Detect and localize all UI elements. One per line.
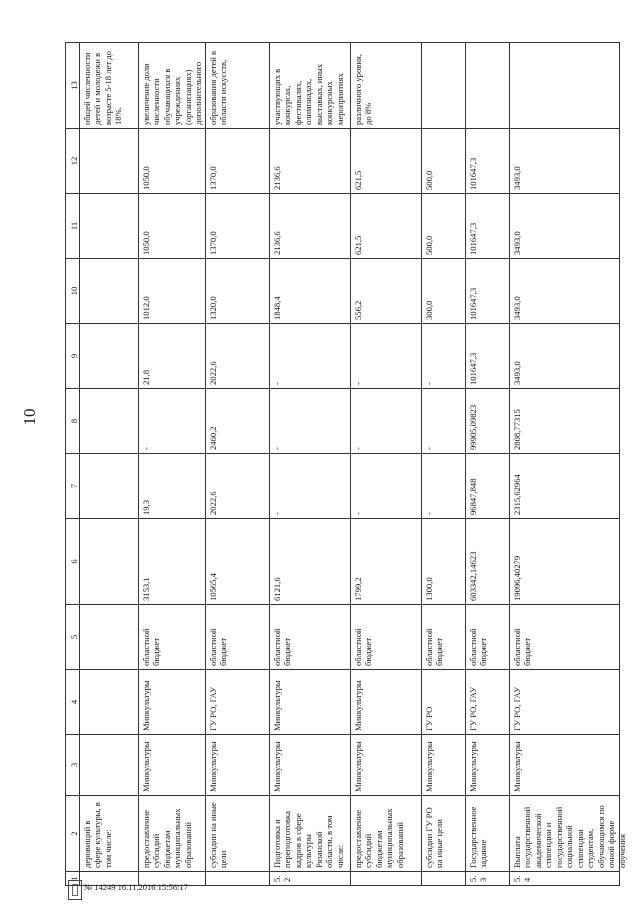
cell-text: 1012,0 — [141, 296, 151, 320]
cell-text: 99905,09823 — [468, 404, 478, 450]
table-cell — [80, 259, 139, 324]
cell-text: Минкультуры — [424, 741, 434, 792]
table-cell — [139, 735, 206, 796]
table-cell — [422, 259, 466, 324]
cell-text: Подготовка и переподготовка кадров в сфере культуры Рязанской области, в том числе: — [272, 811, 345, 868]
table-cell — [466, 605, 510, 670]
table-cell — [206, 519, 270, 605]
cell-text: - — [424, 382, 434, 385]
cell-text: Минкультуры — [208, 741, 218, 792]
table-cell — [206, 43, 270, 129]
cell-text — [466, 43, 510, 128]
table-cell — [351, 43, 422, 129]
cell-text: Минкультуры — [272, 741, 282, 792]
table-cell — [139, 796, 206, 872]
cell-text: 500,0 — [424, 170, 434, 190]
table-cell — [466, 259, 510, 324]
cell-text: 1300,0 — [424, 577, 434, 601]
table-cell — [139, 454, 206, 519]
cell-text: 1848,4 — [272, 296, 282, 320]
cell-text: 5.3 — [468, 875, 489, 882]
table-cell — [422, 194, 466, 259]
cell-text: областной бюджет — [208, 628, 229, 666]
cell-text: областной бюджет — [272, 628, 293, 666]
column-number-cell — [66, 194, 80, 259]
table-cell — [80, 454, 139, 519]
cell-text: образования детей в области искусств, — [208, 50, 229, 125]
cell-text: деровищий в сфере культуры, в том числе: — [82, 802, 113, 868]
cell-text — [206, 872, 270, 885]
cell-text: ГУ РО, ГАУ — [512, 686, 522, 731]
cell-text — [80, 324, 139, 388]
cell-text: 3153,1 — [141, 577, 151, 601]
table-cell — [466, 872, 510, 886]
column-number: 8 — [69, 418, 79, 424]
table-cell — [270, 605, 351, 670]
column-number: 1 — [69, 876, 79, 881]
table-cell — [206, 324, 270, 389]
table-cell — [270, 129, 351, 194]
table-cell — [206, 670, 270, 735]
table-cell — [351, 129, 422, 194]
cell-text: 1050,0 — [141, 231, 151, 255]
table-row — [66, 454, 620, 519]
cell-text: - — [353, 447, 363, 450]
table-cell — [80, 670, 139, 735]
column-number-cell — [66, 389, 80, 454]
table-cell — [422, 43, 466, 129]
cell-text: 1370,0 — [208, 231, 218, 255]
budget-table — [65, 42, 627, 886]
table-cell — [139, 389, 206, 454]
column-number: 11 — [69, 221, 79, 231]
cell-text: ГУ РО — [424, 706, 434, 731]
cell-text: 2136,6 — [272, 166, 282, 190]
table-cell — [351, 324, 422, 389]
cell-text: общей численности детей и молодежи в возрасте 5-18 лет до 18%. — [82, 51, 124, 125]
table-cell — [270, 796, 351, 872]
table-cell — [351, 735, 422, 796]
column-number: 6 — [69, 559, 79, 564]
table-row — [66, 670, 620, 735]
cell-text: 5.2 — [272, 875, 293, 882]
table-cell — [466, 194, 510, 259]
table-cell — [510, 519, 620, 605]
table-cell — [80, 324, 139, 389]
cell-text — [422, 43, 466, 128]
cell-text: Минкультуры — [512, 741, 522, 792]
cell-text — [351, 872, 422, 885]
table-cell — [80, 605, 139, 670]
table-cell — [510, 605, 620, 670]
table-cell — [80, 129, 139, 194]
table-cell — [466, 454, 510, 519]
table-cell — [80, 389, 139, 454]
table-cell — [510, 259, 620, 324]
footer-registration: № 14249 16.11.2016 15:56:17 — [84, 882, 188, 892]
cell-text: Выплата государственной академической стипендии и государственной социальной стипендии студентам, обучающимся по очной форме обучения — [512, 805, 627, 868]
cell-text: 500,0 — [424, 235, 434, 255]
column-number-cell — [66, 43, 80, 129]
cell-text — [510, 43, 620, 128]
table-cell — [466, 324, 510, 389]
column-number-cell — [66, 129, 80, 194]
column-number-cell — [66, 605, 80, 670]
table-cell — [351, 194, 422, 259]
table-cell — [510, 735, 620, 796]
table-cell — [351, 389, 422, 454]
table-cell — [466, 735, 510, 796]
cell-text: - — [424, 512, 434, 515]
column-number-cell — [66, 670, 80, 735]
table-cell — [510, 43, 620, 129]
cell-text: областной бюджет — [141, 628, 162, 666]
table-cell — [270, 872, 351, 886]
cell-text: областной бюджет — [512, 628, 533, 666]
cell-text: субсидии на иные цели — [208, 802, 229, 868]
cell-text: Минкультуры — [468, 741, 478, 792]
cell-text: 5.4 — [512, 875, 533, 882]
table-cell — [139, 324, 206, 389]
table-cell — [206, 389, 270, 454]
cell-text: Минкультуры — [272, 680, 282, 731]
cell-text: субсидии ГУ РО на иные цели — [424, 807, 445, 868]
cell-text: 2136,6 — [272, 231, 282, 255]
table-cell — [351, 670, 422, 735]
column-number: 2 — [69, 831, 79, 836]
table-cell — [466, 796, 510, 872]
cell-text — [80, 129, 139, 193]
table-cell — [139, 670, 206, 735]
table-cell — [80, 735, 139, 796]
cell-text: 621,5 — [353, 235, 363, 255]
table-cell — [139, 605, 206, 670]
table-cell — [422, 796, 466, 872]
table-cell — [139, 519, 206, 605]
cell-text: 2460,2 — [208, 426, 218, 450]
cell-text: увеличение доли численности обучающихся в учреждениях (организациях) дополнительного — [141, 61, 204, 125]
cell-text: 101647,3 — [468, 352, 478, 385]
table-cell — [270, 519, 351, 605]
cell-text — [80, 519, 139, 604]
cell-text: 3493,0 — [512, 166, 522, 190]
table-cell — [206, 796, 270, 872]
cell-text: 300,0 — [424, 300, 434, 320]
column-number: 9 — [69, 353, 79, 359]
cell-text: предоставление субсидий бюджетам муниципальных образований — [141, 808, 193, 868]
cell-text: - — [424, 447, 434, 450]
column-number: 12 — [69, 156, 79, 166]
cell-text: - — [272, 382, 282, 385]
cell-text: 2808,77315 — [512, 409, 522, 450]
table-cell — [270, 259, 351, 324]
table-cell — [270, 194, 351, 259]
cell-text: - — [353, 512, 363, 515]
cell-text: Минкультуры — [141, 680, 151, 731]
table-cell — [206, 454, 270, 519]
cell-text: 556,2 — [353, 300, 363, 320]
cell-text — [80, 670, 139, 734]
table-row — [66, 324, 620, 389]
table-cell — [80, 796, 139, 872]
column-number-cell — [66, 259, 80, 324]
cell-text — [80, 735, 139, 795]
column-number: 10 — [69, 286, 79, 296]
column-number: 13 — [69, 81, 79, 90]
table-cell — [510, 324, 620, 389]
cell-text: - — [353, 382, 363, 385]
cell-text: различного уровня, до 8% — [353, 53, 374, 125]
table-row — [66, 605, 620, 670]
cell-text: 10565,4 — [208, 573, 218, 601]
table-row — [66, 735, 620, 796]
cell-text: - — [272, 512, 282, 515]
cell-text: 621,5 — [353, 170, 363, 190]
cell-text — [80, 389, 139, 453]
table-cell — [422, 454, 466, 519]
column-number-cell — [66, 324, 80, 389]
table-cell — [206, 259, 270, 324]
cell-text: Минкультуры — [141, 741, 151, 792]
table-cell — [510, 194, 620, 259]
table-cell — [422, 605, 466, 670]
cell-text: 2022,6 — [208, 491, 218, 515]
table-cell — [270, 670, 351, 735]
table-cell — [139, 194, 206, 259]
table-cell — [466, 670, 510, 735]
cell-text: областной бюджет — [468, 628, 489, 666]
cell-text: 603342,14623 — [468, 551, 478, 601]
cell-text: 3493,0 — [512, 231, 522, 255]
table-cell — [510, 796, 627, 872]
document-stamp-icon — [68, 880, 82, 900]
table-row — [66, 43, 620, 129]
column-number: 7 — [69, 483, 79, 489]
cell-text: 3493,0 — [512, 296, 522, 320]
table-cell — [80, 43, 139, 129]
table-cell — [270, 324, 351, 389]
table-cell — [270, 735, 351, 796]
cell-text: 3493,0 — [512, 361, 522, 385]
cell-text: ГУ РО, ГАУ — [468, 686, 478, 731]
cell-text: 2022,6 — [208, 361, 218, 385]
cell-text: 19096,40279 — [512, 555, 522, 601]
cell-text: участвующих в конкурсах, фестивалях, олимпиадах, выставках, иных конкурсных мероприятиях — [272, 63, 345, 125]
table-cell — [351, 454, 422, 519]
table-cell — [510, 670, 620, 735]
table-cell — [422, 735, 466, 796]
table-cell — [510, 389, 620, 454]
table-cell — [206, 194, 270, 259]
table-cell — [80, 194, 139, 259]
table-cell — [351, 872, 422, 886]
cell-text — [80, 194, 139, 258]
cell-text: 1320,0 — [208, 296, 218, 320]
table-cell — [422, 670, 466, 735]
column-number-cell — [66, 735, 80, 796]
table-cell — [422, 324, 466, 389]
cell-text — [80, 605, 139, 669]
table-row — [66, 796, 620, 872]
cell-text: предоставление субсидий бюджетам муниципальных образований — [353, 808, 405, 868]
table-cell — [510, 454, 620, 519]
cell-text — [80, 259, 139, 323]
cell-text: областной бюджет — [424, 628, 445, 666]
cell-text: областной бюджет — [353, 628, 374, 666]
table-cell — [466, 43, 510, 129]
cell-text: 101647,3 — [468, 222, 478, 255]
table-cell — [466, 129, 510, 194]
page-number: 10 — [20, 408, 39, 426]
table-row — [66, 129, 620, 194]
cell-text: 21,8 — [141, 369, 151, 385]
table-cell — [422, 519, 466, 605]
cell-text: 101647,3 — [468, 287, 478, 320]
table-row — [66, 519, 620, 605]
cell-text: ГУ РО, ГАУ — [208, 686, 218, 731]
table-cell — [510, 129, 620, 194]
table-cell — [270, 454, 351, 519]
table-cell — [351, 519, 422, 605]
cell-text: Минкультуры — [353, 741, 363, 792]
table-cell — [206, 872, 270, 886]
table-cell — [422, 129, 466, 194]
cell-text — [422, 872, 466, 885]
cell-text: Государственное задание — [468, 806, 489, 868]
cell-text: 19,3 — [141, 499, 151, 515]
table-row — [66, 194, 620, 259]
table-cell — [139, 259, 206, 324]
cell-text: 96847,848 — [468, 478, 478, 515]
table-cell — [422, 389, 466, 454]
table-cell — [80, 519, 139, 605]
table-cell — [466, 389, 510, 454]
cell-text: - — [141, 447, 151, 450]
cell-text: 1370,0 — [208, 166, 218, 190]
column-number: 5 — [69, 634, 79, 640]
cell-text: 1799,2 — [353, 577, 363, 601]
table-cell — [510, 872, 620, 886]
table-cell — [351, 605, 422, 670]
cell-text: 6121,6 — [272, 577, 282, 601]
table-cell — [351, 796, 422, 872]
cell-text: - — [272, 447, 282, 450]
cell-text — [80, 454, 139, 518]
table-row — [66, 389, 620, 454]
cell-text: 2315,62964 — [512, 474, 522, 515]
cell-text: 101647,3 — [468, 157, 478, 190]
table-cell — [270, 389, 351, 454]
column-number-cell — [66, 796, 80, 872]
table-cell — [466, 519, 510, 605]
cell-text: Минкультуры — [353, 680, 363, 731]
column-number: 4 — [69, 699, 79, 705]
table-cell — [422, 872, 466, 886]
table-cell — [270, 43, 351, 129]
table-row — [66, 259, 620, 324]
table-cell — [206, 129, 270, 194]
cell-text: 1050,0 — [141, 166, 151, 190]
column-number-cell — [66, 519, 80, 605]
table-cell — [139, 129, 206, 194]
table-cell — [206, 735, 270, 796]
table-cell — [351, 259, 422, 324]
table-cell — [206, 605, 270, 670]
table-cell — [139, 43, 206, 129]
column-number: 3 — [69, 762, 79, 768]
column-number-cell — [66, 454, 80, 519]
